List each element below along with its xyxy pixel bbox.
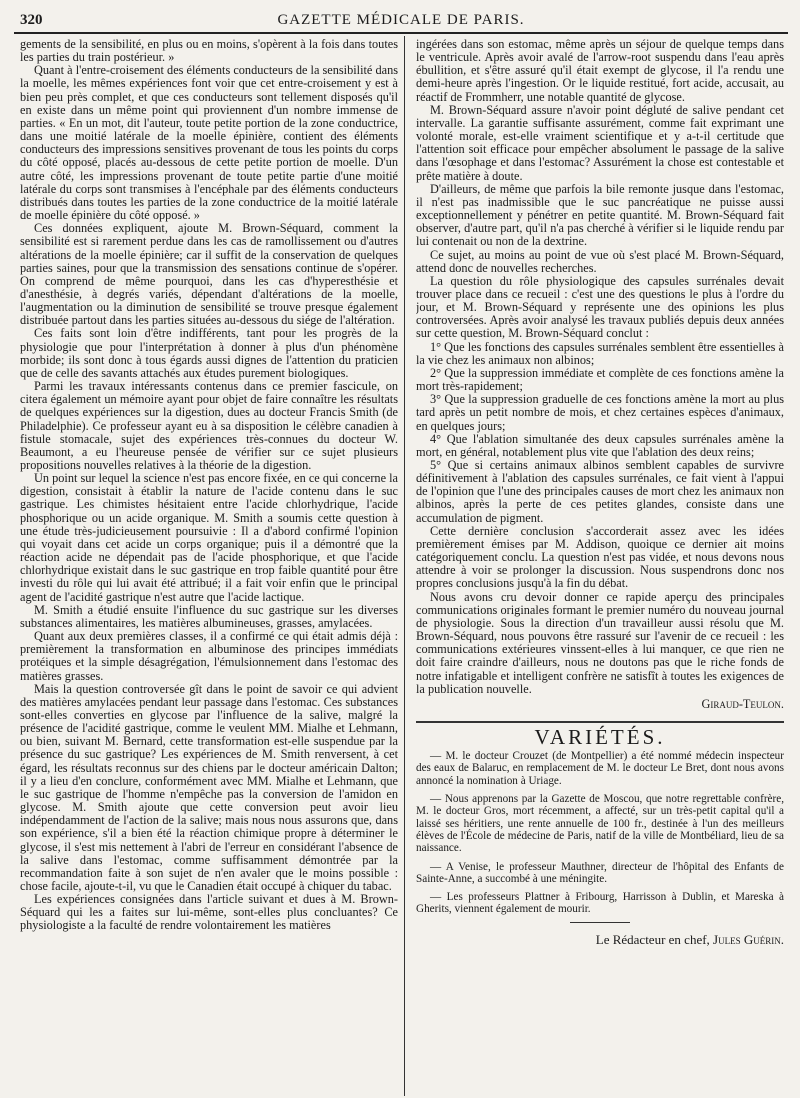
left-paragraph: Les expériences consignées dans l'article suivant et dues à M. Brown-Séquard qui les a faites sur lui-même, sont-elles plus concluantes? Ce physiologiste a la faculté de rendre volontairement les matières (20, 892, 398, 933)
varietes-heading: VARIÉTÉS. (534, 724, 666, 749)
left-paragraph: Parmi les travaux intéressants contenus dans ce premier fascicule, on citera également un mémoire ayant pour objet de faire connaître les résultats de quelques expériences sur la digestion, dues au docteur Francis Smith (de Philadelphie). Ce professeur ayant eu à sa disposition le célèbre canadien à fistule stomacale, sujet des expériences très-connues du docteur W. Beaumont, a eu l'heureuse pensée de vérifier sur ce sujet plusieurs propositions nouvelles relatives à la théorie de la digestion. (20, 379, 398, 472)
left-paragraph: Ces données expliquent, ajoute M. Brown-Séquard, comment la sensibilité est si rarement perdue dans les cas de ramollissement ou d'autres altérations de la moelle épinière; car il suffit de la conservation de quelques parties saines, pour que la transmission des sensations continue de s'opérer. On comprend de même pourquoi, dans les cas d'hyperesthésie et d'anesthésie, à degrés variés, dépendant d'altérations de la moelle, l'augmentation ou la diminution de sensibilité se trouve presque également distribuée partout dans les parties situées au-dessous du siége de l'altération. (20, 221, 398, 328)
editor-line (416, 933, 784, 946)
page-number: 320 (20, 12, 43, 28)
left-paragraph: Un point sur lequel la science n'est pas encore fixée, en ce qui concerne la digestion, consistait à établir la nature de l'acide contenu dans le suc gastrique. Les chimistes hésitaient entre l'acide chlorhydrique, l'acide phosphorique ou un acide organique. M. Smith a soumis cette question à une étude très-judicieusement poursuivie : Il a d'abord confirmé l'opinion qui voyait dans cet acide un corps organique; puis il a démontré que la réaction acide ne dépendait pas de l'acide phosphorique, et que l'acide chlorhydrique existait dans le suc gastrique en trop faible quantité pour être investi du rôle qui lui avait été attribué; il a fait voir enfin que le principal agent de l'acidité gastrique n'est autre que l'acide lactique. (20, 471, 398, 604)
editor-label: Le Rédacteur en chef, (595, 931, 710, 947)
left-paragraph: gements de la sensibilité, en plus ou en moins, s'opèrent à la fois dans toutes les parties du train postérieur. » (20, 38, 398, 65)
section-divider (416, 721, 784, 723)
left-paragraph: Quant aux deux premières classes, il a confirmé ce qui était admis déjà : premièrement la transformation en albuminose des principes immédiats protéiques et la simple désagrégation, l'émulsionnement dans l'estomac des matières grasses. (20, 629, 398, 683)
right-paragraph: M. Brown-Séquard assure n'avoir point dégluté de salive pendant cet intervalle. La garantie suffisante assurément, comme fait exprimant une volonté morale, est-elle vraiment scientifique et y a-t-il certitude que l'attention soit efficace pour empêcher absolument le passage de la salive dans l'œsophage et dans l'estomac? Assurément la chose est contestable et prête matière à doute. (416, 102, 784, 183)
right-paragraph: Ce sujet, au moins au point de vue où s'est placé M. Brown-Séquard, attend donc de nouvelles recherches. (416, 247, 784, 275)
right-paragraph: Nous avons cru devoir donner ce rapide aperçu des principales communications originales formant le premier numéro du nouveau journal de physiologie. Sous la direction d'un travailleur aussi résolu que M. Brown-Séquard, nous pouvons être rassuré sur l'avenir de ce recueil : les communications extérieures vinssent-elles à lui manquer, ce que rien ne doit faire craindre d'ailleurs, nous ne doutons pas que le riche fonds de notre infatigable et intelligent confrère ne satisfît à toutes les exigences de la publication nouvelle. (416, 589, 784, 696)
editor-name: Jules Guérin. (713, 931, 784, 947)
right-paragraph: 5° Que si certains animaux albinos semblent capables de survivre définitivement à l'ablation des capsules surrénales, ce fait vient à l'appui de l'opinion que l'une des principales causes de mort chez les animaux non albinos, après la perte de ces petites glandes, consiste dans une accumulation de pigment. (416, 458, 784, 525)
varietes-item: — Nous apprenons par la Gazette de Moscou, que notre regrettable confrère, M. le docteur Gros, mort récemment, a affecté, sur un très-petit capital qu'il a laissé ses héritiers, une rente annuelle de 100 fr., destinée à l'un des meilleurs élèves de l'École de médecine de Paris, natif de la ville de Montbéliard, lieu de sa naissance. (416, 793, 784, 855)
varietes-item: — A Venise, le professeur Mauthner, directeur de l'hôpital des Enfants de Sainte-Anne, a succombé à une méningite. (416, 860, 784, 885)
end-rule (570, 922, 630, 923)
varietes-item: — Les professeurs Plattner à Fribourg, Harrisson à Dublin, et Mareska à Gherits, viennent également de mourir. (416, 891, 784, 916)
right-paragraph: D'ailleurs, de même que parfois la bile remonte jusque dans l'estomac, il n'est pas inadmissible que le suc pancréatique ne puisse aussi exceptionnellement y pénétrer en petite quantité. M. Brown-Séquard fait observer, d'autre part, qu'il n'a pas cherché à vérifier si le liquide rendu par lui contenait ou non de la dextrine. (416, 181, 784, 249)
page-header (14, 8, 788, 34)
left-paragraph: M. Smith a étudié ensuite l'influence du suc gastrique sur les diverses substances alimentaires, les matières albumineuses, grasses, amylacées. (20, 602, 398, 630)
right-paragraph: La question du rôle physiologique des capsules surrénales devait trouver place dans ce recueil : c'est une des questions le plus à l'ordre du jour, et M. Brown-Séquard y représente une des opinions les plus controversées. Après avoir analysé les travaux publiés depuis deux années sur cette question, M. Brown-Séquard conclut : (416, 273, 784, 341)
column-divider (404, 36, 405, 1096)
right-paragraph: 3° Que la suppression graduelle de ces fonctions amène la mort au plus tard après un petit nombre de mois, et chez certaines espèces d'animaux, en quelques jours; (416, 392, 784, 433)
right-paragraph: Cette dernière conclusion s'accorderait assez avec les idées premièrement émises par M. Addison, quoique ce dernier ait moins catégoriquement conclu. La question n'est pas vidée, et nous devons nous attendre à voir se prolonger la discussion. Nous suspendrons donc nos propres conclusions jusqu'à la fin du débat. (416, 523, 784, 591)
left-paragraph: Ces faits sont loin d'être indifférents, tant pour les progrès de la physiologie que pour l'interprétation à donner à plus d'un phénomène morbide; ils sont donc à tous égards aussi dignes de l'attention du praticien que de celle des savants attachés aux études purement biologiques. (20, 326, 398, 380)
varietes-list (416, 750, 784, 916)
left-column (20, 38, 398, 1092)
varietes-item: — M. le docteur Crouzet (de Montpellier) a été nommé médecin inspecteur des eaux de Balaruc, en remplacement de M. le docteur Le Bret, dont nous avons annoncé la nomination à Uriage. (416, 750, 784, 787)
right-paragraph: 4° Que l'ablation simultanée des deux capsules surrénales amène la mort, en général, notablement plus vite que l'ablation des deux reins; (416, 431, 784, 459)
left-paragraph: Mais la question controversée gît dans le point de savoir ce qui advient des matières amylacées pendant leur passage dans l'estomac. Ces substances sont-elles converties en glycose par l'influence de la salive, malgré la présence de l'acidité gastrique, comme le veulent MM. Mialhe et Lehmann, ou bien, suivant M. Bernard, cette transformation est-elle suspendue par la présence du suc gastrique? Les expériences de M. Smith renversent, à cet égard, les résultats reconnus sur des chiens par le docteur américain Dalton; il y a lieu d'en conclure, conformément avec MM. Mialhe et Lehmann, que le suc gastrique de l'homme n'empêche pas la conversion de l'amidon en glycose. M. Smith ajoute que cette conversion peut avoir lieu indépendamment de l'action de la salive; mais nous nous assurons que, dans son expérience, s'il a bien été la réaction chimique propre à déterminer le glycose, il s'est mis nettement à l'abri de l'erreur en considérant l'absence de la salive dans l'estomac, comme suffisamment démontrée par la recommandation faite à son sujet de n'en avaler que le moins possible : chose facile, ajoute-t-il, vu que le Canadien était occupé à chiquer du tabac. (20, 681, 398, 893)
left-paragraph: Quant à l'entre-croisement des éléments conducteurs de la sensibilité dans la moelle, les mêmes expériences font voir que cet entre-croisement y est à bien peu près complet, et que ces conducteurs sont tellement disposés qu'il en existe dans un même point qui proviennent d'un nombre immense de parties. « En un mot, dit l'auteur, toute petite portion de la zone conductrice, dans une moitié latérale de la moelle épinière, contient des éléments conducteurs des impressions sensitives provenant de tous les points du corps du côté opposé, placés au-dessous de cette petite portion de moelle. D'un autre côté, les impressions provenant de toute petite partie d'une moitié latérale du corps sont transmises à l'encéphale par des éléments conducteurs distribués dans toutes les parties de la zone conductrice de la moitié latérale de moelle épinière du côté opposé. » (20, 63, 398, 223)
right-paragraph: 2° Que la suppression immédiate et complète de ces fonctions amène la mort très-rapidement; (416, 365, 784, 394)
journal-title: GAZETTE MÉDICALE DE PARIS. (277, 12, 525, 28)
author-signature: Giraud-Teulon. (701, 696, 784, 711)
right-paragraph: ingérées dans son estomac, même après un séjour de quelque temps dans le ventricule. Après avoir avalé de l'arrow-root suspendu dans l'eau après ébullition, et s'être assuré qu'il était exempt de glycose, il l'a rendu une demi-heure après l'ingestion. Or le liquide restitué, fort acide, accusait, au réactif de Frommherr, une notable quantité de glycose. (416, 38, 784, 104)
right-paragraph: 1° Que les fonctions des capsules surrénales semblent être essentielles à la vie chez les animaux non albinos; (416, 339, 784, 367)
right-column (416, 38, 784, 1092)
